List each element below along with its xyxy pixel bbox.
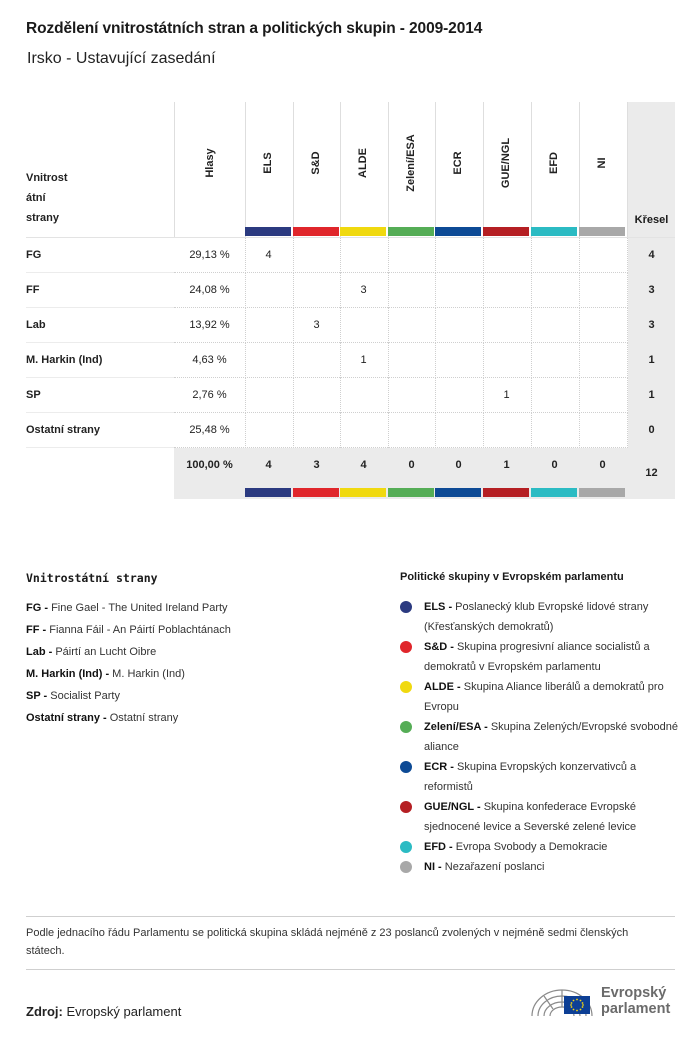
cell-gridline (245, 413, 246, 448)
group-total-cell: 0 (408, 459, 415, 471)
cell-gridline (388, 238, 389, 273)
cell-gridline (627, 273, 628, 308)
national-party-legend-item: Lab - Páirtí an Lucht Oibre (26, 646, 157, 658)
cell-gridline (531, 273, 532, 308)
votes-cell: 24,08 % (189, 284, 230, 296)
group-column-label: ECR (452, 151, 464, 175)
seat-cell (293, 378, 340, 413)
seat-cell (483, 273, 530, 308)
party-name-cell: SP (26, 389, 41, 401)
seat-cell (245, 273, 292, 308)
group-column-header (435, 102, 481, 224)
seat-cell (531, 273, 578, 308)
cell-gridline (388, 413, 389, 448)
group-column-label: S&D (310, 151, 322, 175)
group-color-dot-icon (400, 641, 412, 653)
group-color-dot-icon (400, 761, 412, 773)
group-color-bar (531, 227, 577, 236)
seat-cell (293, 343, 340, 378)
cell-gridline (627, 308, 628, 343)
seats-total-cell: 1 (648, 354, 655, 366)
seat-cell: 4 (265, 249, 272, 261)
cell-gridline (293, 238, 294, 273)
seat-cell (388, 343, 435, 378)
political-groups-legend (400, 571, 680, 877)
seat-cell (579, 378, 626, 413)
european-parliament-logo (528, 982, 678, 1022)
group-color-bar (579, 227, 625, 236)
votes-cell: 4,63 % (192, 354, 227, 366)
group-column-label: ELS (262, 152, 274, 174)
group-column-label: Zelení/ESA (405, 134, 417, 192)
column-divider (174, 102, 175, 238)
political-group-legend-item: ALDE - Skupina Aliance liberálů a demokratů pro Evropu (400, 677, 680, 717)
cell-gridline (293, 343, 294, 378)
cell-gridline (340, 343, 341, 378)
political-group-legend-item: Zelení/ESA - Skupina Zelených/Evropské svobodné aliance (400, 717, 680, 757)
group-color-bar (531, 488, 577, 497)
group-column-header (579, 102, 625, 224)
cell-gridline (627, 378, 628, 413)
group-color-bar (245, 488, 291, 497)
logo-text: Evropský parlament (601, 985, 671, 1017)
seat-cell (340, 413, 387, 448)
group-color-bar (340, 227, 386, 236)
cell-gridline (579, 273, 580, 308)
cell-gridline (483, 413, 484, 448)
cell-gridline (483, 308, 484, 343)
group-color-bar (579, 488, 625, 497)
seat-cell (435, 308, 482, 343)
group-color-bar (340, 488, 386, 497)
seat-cell (531, 308, 578, 343)
cell-gridline (340, 238, 341, 273)
cell-gridline (627, 238, 628, 273)
cell-gridline (483, 343, 484, 378)
divider (26, 916, 675, 917)
source-line (26, 1004, 181, 1019)
group-color-bar (293, 488, 339, 497)
rules-note: Podle jednacího řádu Parlamentu se politická skupina skládá nejméně z 23 poslanců zvolených v nejméně sedmi členských státech. (26, 927, 629, 957)
cell-gridline (483, 378, 484, 413)
cell-gridline (293, 308, 294, 343)
parliament-hemicycle-icon (528, 982, 598, 1022)
group-column-label: GUE/NGL (500, 137, 512, 189)
seat-cell (579, 308, 626, 343)
cell-gridline (245, 308, 246, 343)
cell-gridline (435, 273, 436, 308)
party-column-header: Vnitrost átní strany (26, 172, 68, 224)
cell-gridline (388, 378, 389, 413)
cell-gridline (435, 308, 436, 343)
group-total-cell: 4 (360, 459, 367, 471)
seat-cell (388, 413, 435, 448)
cell-gridline (245, 343, 246, 378)
seat-cell (579, 273, 626, 308)
seat-cell (483, 308, 530, 343)
seat-cell: 1 (360, 354, 367, 366)
seat-cell (579, 413, 626, 448)
group-color-bar (245, 227, 291, 236)
page-subtitle: Irsko - Ustavující zasedání (27, 50, 216, 67)
group-total-cell: 0 (455, 459, 462, 471)
seat-cell (435, 378, 482, 413)
national-parties-legend-title: Vnitrostátní strany (26, 571, 158, 585)
group-column-header (531, 102, 577, 224)
group-color-bar (388, 227, 434, 236)
cell-gridline (531, 343, 532, 378)
seat-cell (340, 238, 387, 273)
votes-cell: 2,76 % (192, 389, 227, 401)
seat-cell (245, 308, 292, 343)
cell-gridline (435, 378, 436, 413)
seat-cell (388, 308, 435, 343)
cell-gridline (388, 273, 389, 308)
group-color-bar (435, 227, 481, 236)
seat-cell (293, 273, 340, 308)
seat-cell (388, 273, 435, 308)
national-parties-legend (26, 571, 366, 729)
seat-cell (531, 413, 578, 448)
group-total-cell: 4 (265, 459, 272, 471)
political-group-legend-item: ECR - Skupina Evropských konzervativců a reformistů (400, 757, 680, 797)
political-groups-legend-title: Politické skupiny v Evropském parlamentu (400, 571, 624, 583)
seats-column-header: Křesel (634, 214, 669, 226)
seat-cell (435, 343, 482, 378)
national-party-legend-item: FG - Fine Gael - The United Ireland Party (26, 602, 228, 614)
cell-gridline (435, 413, 436, 448)
cell-gridline (340, 413, 341, 448)
cell-gridline (579, 413, 580, 448)
seat-cell (340, 378, 387, 413)
cell-gridline (245, 273, 246, 308)
cell-gridline (435, 343, 436, 378)
group-total-cell: 0 (551, 459, 558, 471)
cell-gridline (388, 308, 389, 343)
group-total-cell: 1 (503, 459, 510, 471)
party-name-cell: Ostatní strany (26, 424, 100, 436)
seat-cell: 1 (503, 389, 510, 401)
party-name-cell: M. Harkin (Ind) (26, 354, 103, 366)
seat-cell: 3 (313, 319, 320, 331)
national-party-legend-item: M. Harkin (Ind) - M. Harkin (Ind) (26, 668, 185, 680)
page-title: Rozdělení vnitrostátních stran a politických skupin - 2009-2014 (26, 20, 483, 37)
cell-gridline (531, 308, 532, 343)
group-color-dot-icon (400, 861, 412, 873)
seats-total-cell: 4 (648, 249, 655, 261)
source-label: Zdroj: (26, 1004, 63, 1019)
row-divider (26, 447, 174, 448)
group-color-dot-icon (400, 801, 412, 813)
group-color-dot-icon (400, 841, 412, 853)
cell-gridline (245, 238, 246, 273)
seat-cell (531, 238, 578, 273)
seat-cell (435, 238, 482, 273)
cell-gridline (340, 308, 341, 343)
cell-gridline (627, 343, 628, 378)
group-column-header (340, 102, 386, 224)
votes-total-cell: 100,00 % (186, 459, 233, 471)
seat-cell (531, 378, 578, 413)
group-column-header (388, 102, 434, 224)
seats-total-cell: 0 (648, 424, 655, 436)
political-group-legend-item: GUE/NGL - Skupina konfederace Evropské sjednocené levice a Severské zelené levice (400, 797, 680, 837)
cell-gridline (388, 343, 389, 378)
seat-cell: 3 (360, 284, 367, 296)
cell-gridline (531, 378, 532, 413)
seats-total-cell: 3 (648, 319, 655, 331)
group-total-cell: 0 (599, 459, 606, 471)
seat-cell (293, 238, 340, 273)
group-color-bar (483, 488, 529, 497)
party-name-cell: FF (26, 284, 40, 296)
votes-cell: 25,48 % (189, 424, 230, 436)
group-color-bar (293, 227, 339, 236)
votes-column-header: Hlasy (204, 148, 216, 178)
cell-gridline (245, 378, 246, 413)
seat-cell (245, 343, 292, 378)
seat-cell (483, 413, 530, 448)
cell-gridline (531, 238, 532, 273)
group-total-cell: 3 (313, 459, 320, 471)
cell-gridline (483, 238, 484, 273)
group-color-bar (388, 488, 434, 497)
seat-cell (293, 413, 340, 448)
cell-gridline (293, 273, 294, 308)
group-column-label: ALDE (357, 148, 369, 178)
group-column-label: NI (596, 157, 608, 169)
group-column-header (293, 102, 339, 224)
seat-cell (245, 413, 292, 448)
political-group-legend-item: S&D - Skupina progresivní aliance socialistů a demokratů v Evropském parlamentu (400, 637, 680, 677)
source-value: Evropský parlament (66, 1004, 182, 1019)
cell-gridline (293, 413, 294, 448)
national-party-legend-item: SP - Socialist Party (26, 690, 120, 702)
cell-gridline (531, 413, 532, 448)
seat-cell (435, 273, 482, 308)
group-color-bar (483, 227, 529, 236)
results-table (26, 102, 676, 499)
political-group-legend-item: EFD - Evropa Svobody a Demokracie (400, 837, 680, 857)
political-group-legend-item: NI - Nezařazení poslanci (400, 857, 680, 877)
cell-gridline (579, 343, 580, 378)
grand-total-cell: 12 (645, 467, 658, 479)
seat-cell (579, 343, 626, 378)
seats-total-cell: 3 (648, 284, 655, 296)
group-color-dot-icon (400, 721, 412, 733)
group-color-dot-icon (400, 681, 412, 693)
cell-gridline (340, 273, 341, 308)
cell-gridline (579, 378, 580, 413)
seat-cell (388, 238, 435, 273)
group-color-dot-icon (400, 601, 412, 613)
group-column-header (245, 102, 291, 224)
political-group-legend-item: ELS - Poslanecký klub Evropské lidové strany (Křesťanských demokratů) (400, 597, 680, 637)
seat-cell (435, 413, 482, 448)
group-column-header (483, 102, 529, 224)
national-party-legend-item: FF - Fianna Fáil - An Páirtí Poblachtánach (26, 624, 231, 636)
party-name-cell: FG (26, 249, 42, 261)
divider (26, 969, 675, 970)
cell-gridline (483, 273, 484, 308)
seat-cell (483, 343, 530, 378)
seats-total-cell: 1 (648, 389, 655, 401)
votes-cell: 13,92 % (189, 319, 230, 331)
cell-gridline (579, 238, 580, 273)
party-name-cell: Lab (26, 319, 46, 331)
seat-cell (579, 238, 626, 273)
seat-cell (245, 378, 292, 413)
seat-cell (531, 343, 578, 378)
seat-cell (483, 238, 530, 273)
column-divider (627, 102, 628, 238)
cell-gridline (627, 413, 628, 448)
cell-gridline (293, 378, 294, 413)
cell-gridline (340, 378, 341, 413)
seat-cell (340, 308, 387, 343)
cell-gridline (579, 308, 580, 343)
votes-cell: 29,13 % (189, 249, 230, 261)
seat-cell (388, 378, 435, 413)
group-column-label: EFD (548, 152, 560, 174)
group-color-bar (435, 488, 481, 497)
national-party-legend-item: Ostatní strany - Ostatní strany (26, 712, 179, 724)
cell-gridline (435, 238, 436, 273)
